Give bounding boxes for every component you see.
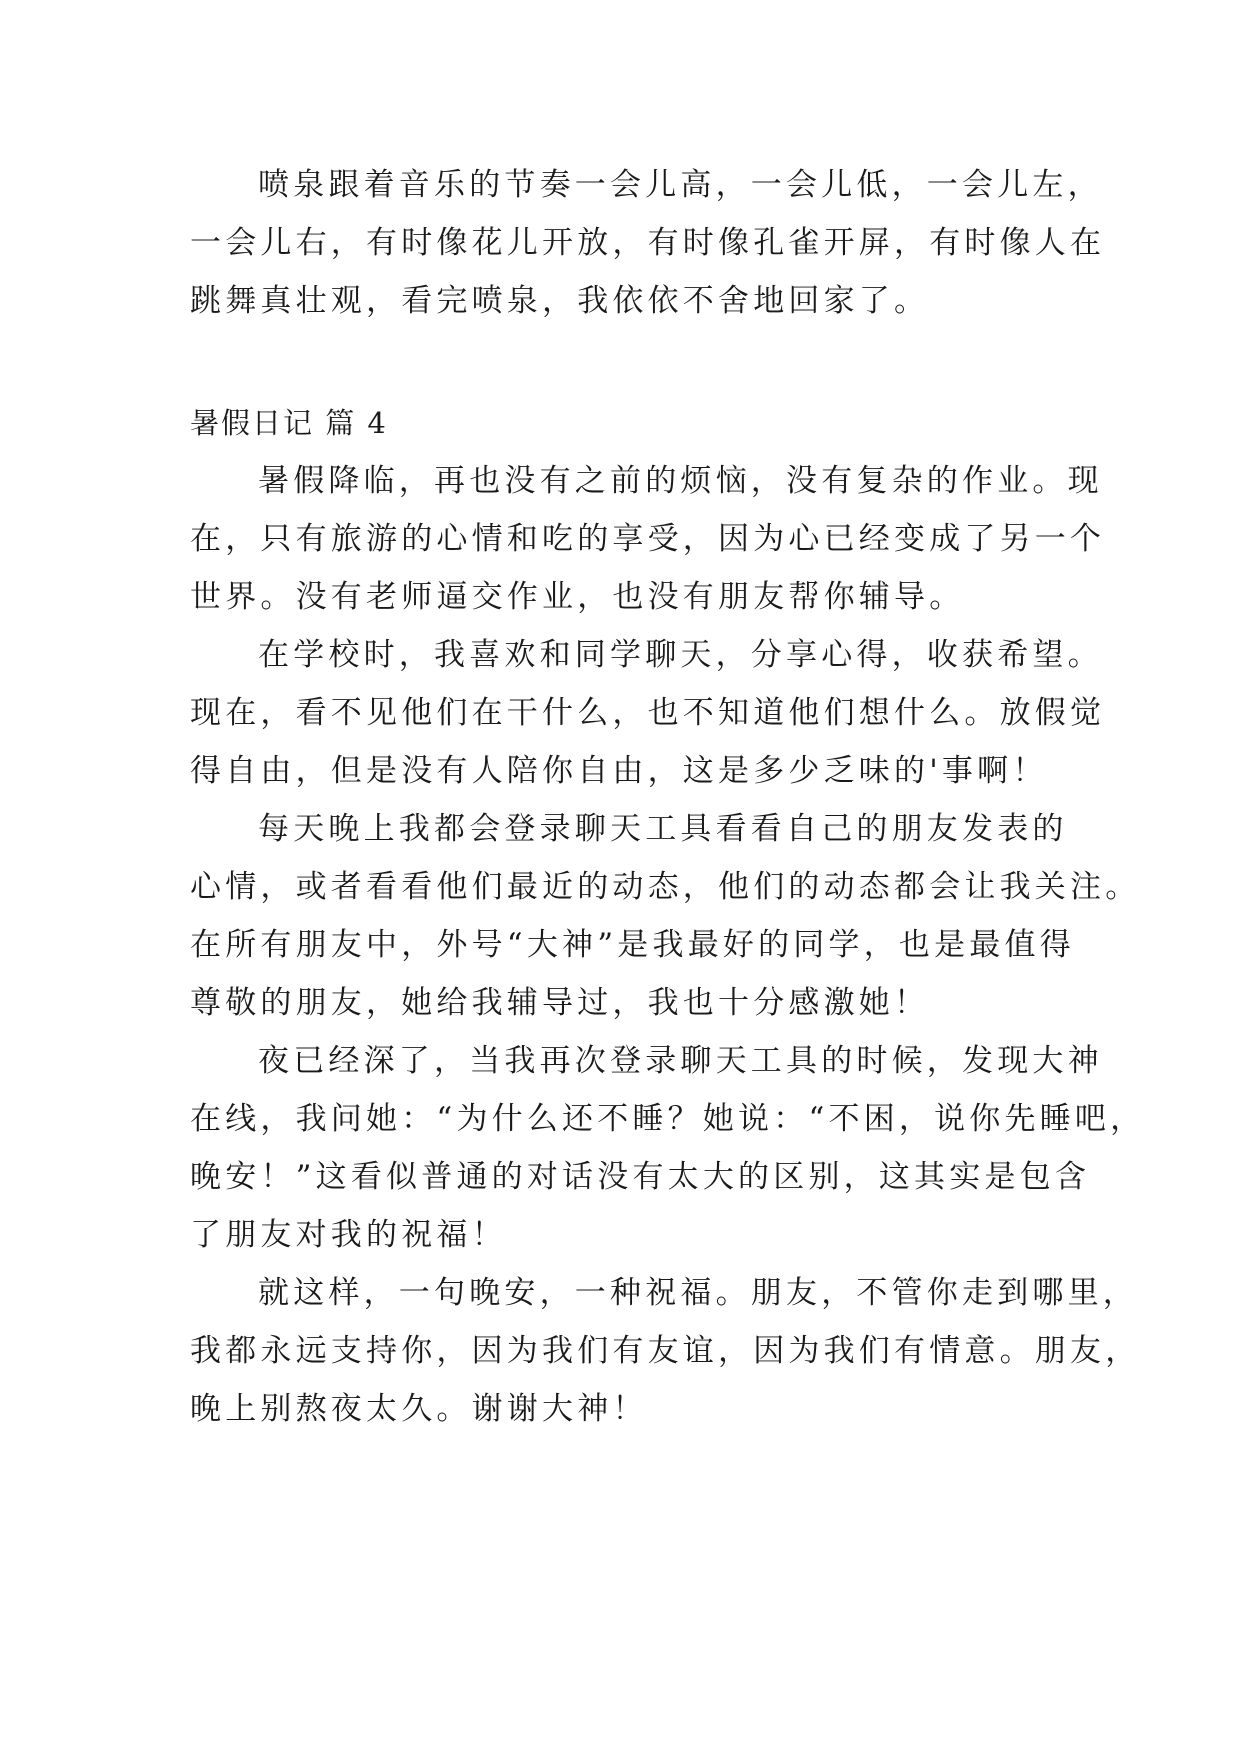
paragraph-1 (190, 452, 1106, 626)
paragraph-2 (190, 626, 1106, 800)
paragraph-line: 夜已经深了，当我再次登录聊天工具的时候，发现大神 (258, 1043, 1103, 1079)
paragraph-line: 在，只有旅游的心情和吃的享受，因为心已经变成了另一个 (190, 521, 1106, 557)
paragraph-line: 晚安！”这看似普通的对话没有太大的区别，这其实是包含 (190, 1159, 1091, 1195)
paragraph-line: 尊敬的朋友，她给我辅导过，我也十分感激她！ (190, 985, 930, 1021)
paragraph-line: 暑假降临，再也没有之前的烦恼，没有复杂的作业。现 (258, 463, 1103, 499)
paragraph-line: 了朋友对我的祝福！ (190, 1217, 507, 1253)
paragraph-line: 晚上别熬夜太久。谢谢大神！ (190, 1391, 648, 1427)
paragraph-line: 现在，看不见他们在干什么，也不知道他们想什么。放假觉 (190, 695, 1106, 731)
paragraph-5 (190, 1264, 1141, 1438)
paragraph-3 (190, 800, 1141, 1032)
paragraph-line: 在学校时，我喜欢和同学聊天，分享心得，收获希望。 (258, 637, 1103, 673)
intro-paragraph (190, 156, 1106, 330)
section-title-block (190, 394, 1070, 452)
section-title: 暑假日记 篇 4 (190, 406, 388, 440)
paragraph-4 (190, 1032, 1146, 1264)
paragraph-line: 世界。没有老师逼交作业，也没有朋友帮你辅导。 (190, 579, 965, 615)
paragraph-line: 喷泉跟着音乐的节奏一会儿高，一会儿低，一会儿左， (258, 167, 1103, 203)
paragraph-line: 得自由，但是没有人陪你自由，这是多少乏味的'事啊！ (190, 753, 1048, 789)
paragraph-line: 跳舞真壮观，看完喷泉，我依依不舍地回家了。 (190, 283, 930, 319)
paragraph-line: 就这样，一句晚安，一种祝福。朋友，不管你走到哪里， (258, 1275, 1138, 1311)
paragraph-line: 我都永远支持你，因为我们有友谊，因为我们有情意。朋友， (190, 1333, 1141, 1369)
paragraph-line: 每天晚上我都会登录聊天工具看看自己的朋友发表的 (258, 811, 1068, 847)
paragraph-line: 在线，我问她：“为什么还不睡？她说：“不困，说你先睡吧， (190, 1101, 1146, 1137)
paragraph-line: 心情，或者看看他们最近的动态，他们的动态都会让我关注。 (190, 869, 1141, 905)
paragraph-line: 在所有朋友中，外号“大神”是我最好的同学，也是最值得 (190, 927, 1075, 963)
paragraph-line: 一会儿右，有时像花儿开放，有时像孔雀开屏，有时像人在 (190, 225, 1106, 261)
